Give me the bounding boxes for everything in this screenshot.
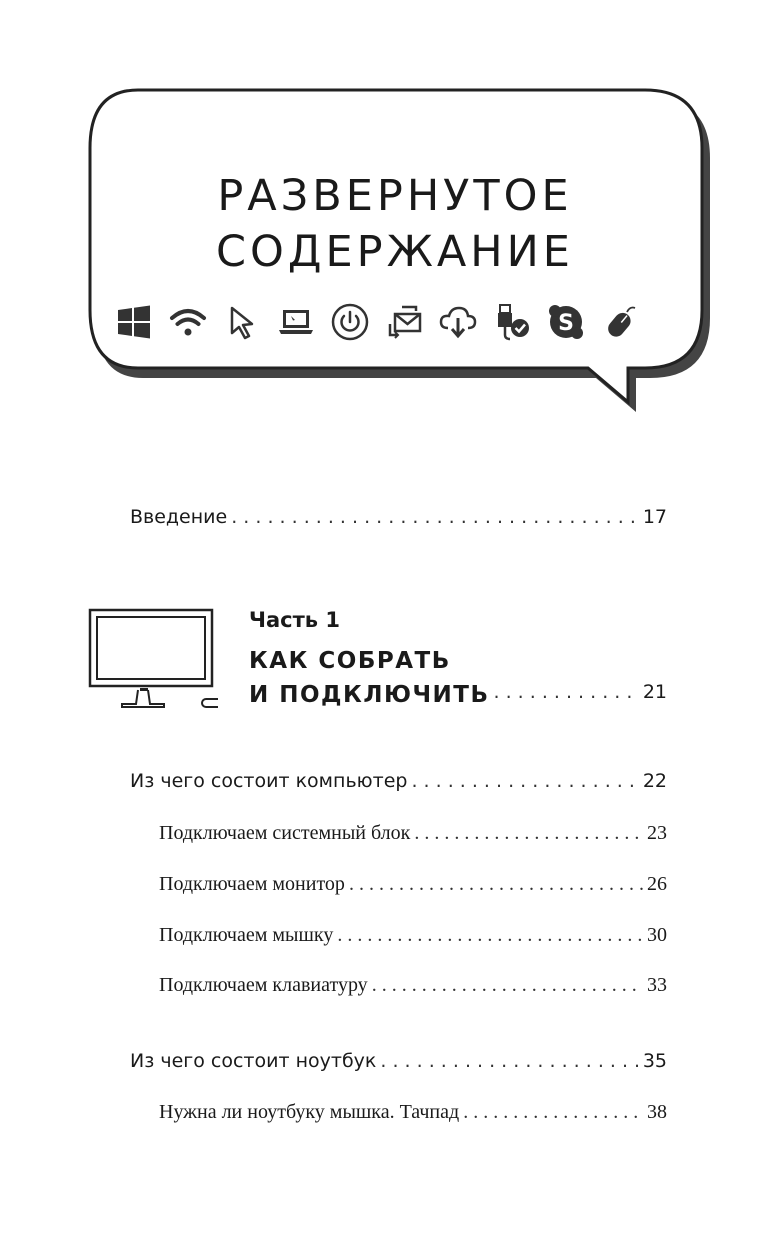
skype-icon xyxy=(544,300,588,344)
toc-entry-label: Из чего состоит ноутбук xyxy=(130,1050,377,1072)
toc-page-number: 33 xyxy=(647,974,667,996)
toc-entry-section[interactable] xyxy=(159,924,667,947)
part-title-line-2: И ПОДКЛЮЧИТЬ xyxy=(249,682,490,708)
toc-page-number: 23 xyxy=(647,822,667,844)
email-sync-icon xyxy=(382,300,426,344)
dot-leader xyxy=(411,770,638,792)
dot-leader xyxy=(231,506,639,528)
toc-page-number: 38 xyxy=(647,1101,667,1123)
part-title-line-1: КАК СОБРАТЬ xyxy=(249,648,451,674)
part-label: Часть 1 xyxy=(249,608,340,632)
toc-entry-intro[interactable] xyxy=(130,506,667,528)
toc-page-number: 26 xyxy=(647,873,667,895)
toc-page-number: 30 xyxy=(647,924,667,946)
monitor-icon xyxy=(88,608,218,710)
cursor-icon xyxy=(220,300,264,344)
dot-leader xyxy=(494,681,639,703)
toc-entry-label: Из чего состоит компьютер xyxy=(130,770,408,792)
cloud-download-icon xyxy=(436,300,480,344)
toc-page-number: 22 xyxy=(642,770,667,792)
mouse-icon xyxy=(598,300,642,344)
toc-entry-section[interactable] xyxy=(159,822,667,845)
title-line-1: РАЗВЕРНУТОЕ xyxy=(217,171,573,221)
dot-leader xyxy=(372,974,643,997)
usb-check-icon xyxy=(490,300,534,344)
laptop-icon xyxy=(274,300,318,344)
wifi-icon xyxy=(166,300,210,344)
toc-entry-section[interactable] xyxy=(159,974,667,997)
svg-text:S: S xyxy=(558,311,574,336)
windows-icon xyxy=(112,300,156,344)
dot-leader xyxy=(380,1050,638,1072)
dot-leader xyxy=(349,873,643,896)
toc-entry-section[interactable] xyxy=(159,873,667,896)
toc-entry-label: Подключаем системный блок xyxy=(159,822,411,844)
page-title xyxy=(100,168,690,280)
toc-entry-label: Подключаем клавиатуру xyxy=(159,974,368,996)
toc-entry-label: Введение xyxy=(130,506,228,528)
toc-entry-section[interactable] xyxy=(159,1101,667,1124)
icon-row xyxy=(112,298,642,346)
toc-page-number: 21 xyxy=(642,681,667,703)
toc-entry-label: Подключаем монитор xyxy=(159,873,345,895)
toc-page-number: 17 xyxy=(642,506,667,528)
toc-entry-label: Нужна ли ноутбуку мышка. Тачпад xyxy=(159,1101,460,1123)
dot-leader xyxy=(414,822,643,845)
toc-entry-chapter[interactable] xyxy=(130,770,667,792)
toc-entry-label: Подключаем мышку xyxy=(159,924,334,946)
toc-page-number: 35 xyxy=(642,1050,667,1072)
toc-entry-part1[interactable] xyxy=(249,678,667,704)
toc-entry-chapter[interactable] xyxy=(130,1050,667,1072)
dot-leader xyxy=(463,1101,643,1124)
title-line-2: СОДЕРЖАНИЕ xyxy=(216,227,574,277)
dot-leader xyxy=(337,924,643,947)
power-icon xyxy=(328,300,372,344)
